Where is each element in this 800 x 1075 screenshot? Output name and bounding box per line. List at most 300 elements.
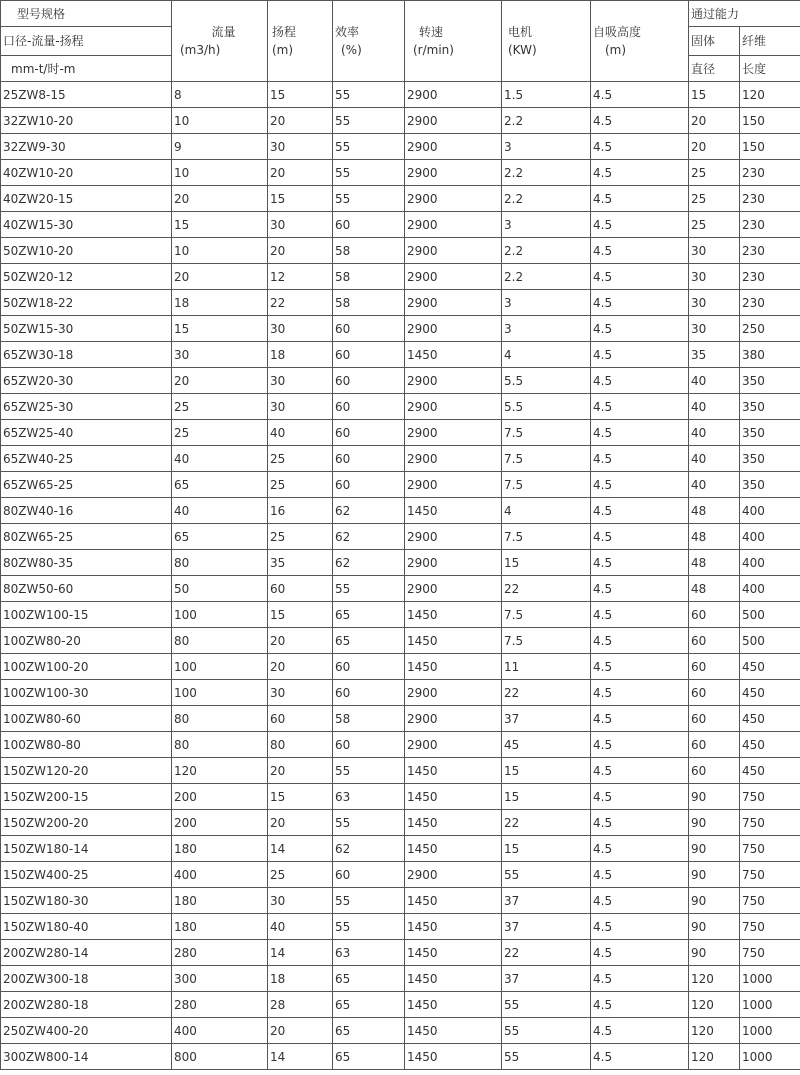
- cell-suction-height: 4.5: [591, 264, 689, 290]
- header-suction-name: 自吸高度: [593, 25, 642, 39]
- cell-speed: 1450: [405, 628, 502, 654]
- cell-solid-diameter: 40: [689, 368, 740, 394]
- cell-model: 100ZW80-60: [1, 706, 172, 732]
- cell-motor-power: 55: [502, 862, 591, 888]
- table-header: [1, 1, 800, 82]
- table-row: [1, 82, 800, 108]
- cell-model: 250ZW400-20: [1, 1018, 172, 1044]
- header-suction: [591, 1, 689, 82]
- cell-efficiency: 65: [333, 992, 405, 1018]
- cell-model: 100ZW80-80: [1, 732, 172, 758]
- cell-flow: 15: [172, 316, 268, 342]
- header-suction-unit: (m): [605, 43, 627, 57]
- cell-suction-height: 4.5: [591, 810, 689, 836]
- cell-suction-height: 4.5: [591, 524, 689, 550]
- cell-model: 80ZW40-16: [1, 498, 172, 524]
- cell-fiber-length: 350: [740, 446, 800, 472]
- cell-model: 100ZW80-20: [1, 628, 172, 654]
- cell-solid-diameter: 90: [689, 914, 740, 940]
- cell-solid-diameter: 90: [689, 862, 740, 888]
- cell-model: 200ZW300-18: [1, 966, 172, 992]
- cell-motor-power: 22: [502, 940, 591, 966]
- cell-fiber-length: 450: [740, 654, 800, 680]
- cell-motor-power: 2.2: [502, 108, 591, 134]
- cell-solid-diameter: 25: [689, 212, 740, 238]
- table-row: [1, 888, 800, 914]
- cell-suction-height: 4.5: [591, 732, 689, 758]
- cell-suction-height: 4.5: [591, 498, 689, 524]
- header-motor-unit: (KW): [508, 43, 537, 57]
- cell-motor-power: 7.5: [502, 602, 591, 628]
- cell-solid-diameter: 60: [689, 602, 740, 628]
- table-row: [1, 134, 800, 160]
- cell-flow: 300: [172, 966, 268, 992]
- cell-efficiency: 60: [333, 316, 405, 342]
- cell-speed: 2900: [405, 680, 502, 706]
- table-row: [1, 420, 800, 446]
- cell-model: 150ZW400-25: [1, 862, 172, 888]
- cell-suction-height: 4.5: [591, 238, 689, 264]
- cell-fiber-length: 750: [740, 940, 800, 966]
- cell-solid-diameter: 35: [689, 342, 740, 368]
- cell-head: 25: [268, 472, 333, 498]
- cell-flow: 40: [172, 446, 268, 472]
- cell-suction-height: 4.5: [591, 784, 689, 810]
- header-fiber-line2: 长度: [740, 56, 800, 82]
- cell-speed: 1450: [405, 784, 502, 810]
- cell-fiber-length: 400: [740, 524, 800, 550]
- cell-speed: 1450: [405, 342, 502, 368]
- cell-flow: 80: [172, 550, 268, 576]
- cell-speed: 1450: [405, 654, 502, 680]
- cell-efficiency: 65: [333, 1044, 405, 1070]
- cell-head: 20: [268, 160, 333, 186]
- cell-model: 65ZW25-40: [1, 420, 172, 446]
- cell-solid-diameter: 60: [689, 654, 740, 680]
- cell-solid-diameter: 25: [689, 160, 740, 186]
- cell-head: 25: [268, 862, 333, 888]
- cell-motor-power: 5.5: [502, 368, 591, 394]
- cell-speed: 2900: [405, 420, 502, 446]
- cell-flow: 20: [172, 368, 268, 394]
- cell-efficiency: 55: [333, 186, 405, 212]
- cell-suction-height: 4.5: [591, 108, 689, 134]
- cell-motor-power: 22: [502, 680, 591, 706]
- cell-motor-power: 7.5: [502, 420, 591, 446]
- cell-solid-diameter: 90: [689, 784, 740, 810]
- header-solid-line1: 固体: [689, 27, 740, 56]
- cell-fiber-length: 250: [740, 316, 800, 342]
- cell-speed: 2900: [405, 290, 502, 316]
- cell-speed: 2900: [405, 472, 502, 498]
- cell-fiber-length: 230: [740, 160, 800, 186]
- cell-head: 20: [268, 628, 333, 654]
- cell-motor-power: 37: [502, 888, 591, 914]
- cell-model: 65ZW20-30: [1, 368, 172, 394]
- cell-motor-power: 55: [502, 992, 591, 1018]
- cell-efficiency: 55: [333, 914, 405, 940]
- cell-solid-diameter: 90: [689, 888, 740, 914]
- cell-flow: 20: [172, 186, 268, 212]
- table-row: [1, 914, 800, 940]
- cell-efficiency: 55: [333, 134, 405, 160]
- cell-motor-power: 45: [502, 732, 591, 758]
- cell-head: 25: [268, 524, 333, 550]
- cell-efficiency: 60: [333, 420, 405, 446]
- cell-fiber-length: 400: [740, 576, 800, 602]
- cell-solid-diameter: 120: [689, 992, 740, 1018]
- cell-flow: 280: [172, 992, 268, 1018]
- cell-fiber-length: 400: [740, 550, 800, 576]
- cell-flow: 180: [172, 888, 268, 914]
- cell-speed: 1450: [405, 836, 502, 862]
- cell-solid-diameter: 30: [689, 290, 740, 316]
- cell-fiber-length: 350: [740, 420, 800, 446]
- cell-head: 30: [268, 212, 333, 238]
- cell-suction-height: 4.5: [591, 628, 689, 654]
- cell-fiber-length: 750: [740, 888, 800, 914]
- header-model-line1: 型号规格: [1, 1, 172, 27]
- cell-solid-diameter: 30: [689, 238, 740, 264]
- cell-solid-diameter: 40: [689, 420, 740, 446]
- cell-suction-height: 4.5: [591, 654, 689, 680]
- cell-head: 28: [268, 992, 333, 1018]
- cell-solid-diameter: 15: [689, 82, 740, 108]
- table-row: [1, 836, 800, 862]
- cell-solid-diameter: 20: [689, 134, 740, 160]
- cell-solid-diameter: 40: [689, 446, 740, 472]
- cell-head: 18: [268, 342, 333, 368]
- cell-flow: 400: [172, 1018, 268, 1044]
- cell-head: 30: [268, 316, 333, 342]
- cell-motor-power: 55: [502, 1018, 591, 1044]
- cell-speed: 2900: [405, 238, 502, 264]
- cell-flow: 280: [172, 940, 268, 966]
- cell-flow: 25: [172, 420, 268, 446]
- header-pass-capacity: 通过能力: [689, 1, 800, 27]
- cell-head: 15: [268, 82, 333, 108]
- cell-fiber-length: 150: [740, 134, 800, 160]
- cell-motor-power: 4: [502, 342, 591, 368]
- cell-efficiency: 58: [333, 238, 405, 264]
- cell-fiber-length: 750: [740, 810, 800, 836]
- cell-efficiency: 60: [333, 680, 405, 706]
- cell-head: 40: [268, 914, 333, 940]
- cell-speed: 1450: [405, 498, 502, 524]
- header-flow: [172, 1, 268, 82]
- table-row: [1, 940, 800, 966]
- cell-motor-power: 15: [502, 550, 591, 576]
- cell-solid-diameter: 48: [689, 498, 740, 524]
- cell-flow: 65: [172, 524, 268, 550]
- cell-head: 60: [268, 576, 333, 602]
- cell-head: 22: [268, 290, 333, 316]
- cell-solid-diameter: 20: [689, 108, 740, 134]
- cell-model: 150ZW200-20: [1, 810, 172, 836]
- cell-efficiency: 55: [333, 576, 405, 602]
- cell-solid-diameter: 120: [689, 966, 740, 992]
- cell-fiber-length: 350: [740, 394, 800, 420]
- cell-flow: 100: [172, 654, 268, 680]
- cell-solid-diameter: 30: [689, 264, 740, 290]
- cell-motor-power: 37: [502, 966, 591, 992]
- cell-fiber-length: 1000: [740, 992, 800, 1018]
- cell-solid-diameter: 120: [689, 1018, 740, 1044]
- cell-model: 40ZW10-20: [1, 160, 172, 186]
- table-row: [1, 576, 800, 602]
- table-row: [1, 602, 800, 628]
- table-row: [1, 108, 800, 134]
- cell-head: 20: [268, 654, 333, 680]
- cell-flow: 20: [172, 264, 268, 290]
- cell-efficiency: 62: [333, 498, 405, 524]
- cell-model: 50ZW20-12: [1, 264, 172, 290]
- table-row: [1, 498, 800, 524]
- cell-model: 100ZW100-30: [1, 680, 172, 706]
- cell-motor-power: 1.5: [502, 82, 591, 108]
- cell-fiber-length: 230: [740, 186, 800, 212]
- cell-speed: 1450: [405, 888, 502, 914]
- table-row: [1, 368, 800, 394]
- cell-fiber-length: 1000: [740, 966, 800, 992]
- cell-efficiency: 63: [333, 784, 405, 810]
- cell-head: 15: [268, 784, 333, 810]
- cell-suction-height: 4.5: [591, 758, 689, 784]
- cell-model: 40ZW15-30: [1, 212, 172, 238]
- cell-model: 80ZW80-35: [1, 550, 172, 576]
- cell-model: 40ZW20-15: [1, 186, 172, 212]
- cell-flow: 30: [172, 342, 268, 368]
- table-row: [1, 654, 800, 680]
- cell-model: 80ZW50-60: [1, 576, 172, 602]
- cell-efficiency: 60: [333, 212, 405, 238]
- cell-efficiency: 65: [333, 602, 405, 628]
- header-fiber-line1: 纤维: [740, 27, 800, 56]
- cell-head: 80: [268, 732, 333, 758]
- cell-efficiency: 55: [333, 82, 405, 108]
- cell-flow: 80: [172, 732, 268, 758]
- cell-motor-power: 4: [502, 498, 591, 524]
- cell-fiber-length: 750: [740, 914, 800, 940]
- header-head: [268, 1, 333, 82]
- cell-motor-power: 2.2: [502, 264, 591, 290]
- cell-fiber-length: 450: [740, 732, 800, 758]
- cell-solid-diameter: 60: [689, 628, 740, 654]
- cell-head: 35: [268, 550, 333, 576]
- cell-suction-height: 4.5: [591, 420, 689, 446]
- cell-suction-height: 4.5: [591, 1044, 689, 1070]
- cell-speed: 2900: [405, 160, 502, 186]
- table-row: [1, 966, 800, 992]
- cell-motor-power: 55: [502, 1044, 591, 1070]
- cell-speed: 2900: [405, 264, 502, 290]
- table-row: [1, 290, 800, 316]
- table-row: [1, 186, 800, 212]
- cell-speed: 1450: [405, 966, 502, 992]
- cell-flow: 18: [172, 290, 268, 316]
- cell-head: 60: [268, 706, 333, 732]
- cell-solid-diameter: 60: [689, 732, 740, 758]
- cell-model: 32ZW9-30: [1, 134, 172, 160]
- cell-suction-height: 4.5: [591, 836, 689, 862]
- header-efficiency: [333, 1, 405, 82]
- cell-model: 65ZW25-30: [1, 394, 172, 420]
- cell-head: 20: [268, 108, 333, 134]
- cell-fiber-length: 230: [740, 212, 800, 238]
- cell-solid-diameter: 90: [689, 836, 740, 862]
- table-row: [1, 342, 800, 368]
- cell-fiber-length: 230: [740, 290, 800, 316]
- cell-suction-height: 4.5: [591, 550, 689, 576]
- cell-suction-height: 4.5: [591, 212, 689, 238]
- cell-speed: 1450: [405, 758, 502, 784]
- cell-model: 150ZW180-30: [1, 888, 172, 914]
- cell-model: 150ZW180-14: [1, 836, 172, 862]
- cell-speed: 2900: [405, 732, 502, 758]
- cell-efficiency: 55: [333, 160, 405, 186]
- table-row: [1, 1044, 800, 1070]
- cell-speed: 2900: [405, 862, 502, 888]
- table-row: [1, 680, 800, 706]
- cell-motor-power: 3: [502, 212, 591, 238]
- cell-speed: 1450: [405, 940, 502, 966]
- cell-solid-diameter: 60: [689, 706, 740, 732]
- cell-head: 20: [268, 238, 333, 264]
- table-row: [1, 160, 800, 186]
- cell-flow: 10: [172, 108, 268, 134]
- cell-efficiency: 60: [333, 732, 405, 758]
- cell-suction-height: 4.5: [591, 862, 689, 888]
- table-row: [1, 524, 800, 550]
- cell-fiber-length: 750: [740, 784, 800, 810]
- cell-efficiency: 58: [333, 706, 405, 732]
- header-head-unit: (m): [272, 43, 294, 57]
- header-model-line3: mm-t/时-m: [1, 56, 172, 82]
- header-eff-name: 效率: [335, 25, 360, 39]
- cell-head: 30: [268, 680, 333, 706]
- cell-fiber-length: 230: [740, 264, 800, 290]
- cell-fiber-length: 450: [740, 680, 800, 706]
- cell-suction-height: 4.5: [591, 394, 689, 420]
- cell-flow: 80: [172, 706, 268, 732]
- cell-efficiency: 62: [333, 550, 405, 576]
- header-flow-unit: (m3/h): [180, 43, 221, 57]
- cell-model: 50ZW15-30: [1, 316, 172, 342]
- cell-speed: 2900: [405, 316, 502, 342]
- table-row: [1, 992, 800, 1018]
- cell-fiber-length: 1000: [740, 1044, 800, 1070]
- table-row: [1, 784, 800, 810]
- cell-speed: 2900: [405, 212, 502, 238]
- cell-fiber-length: 120: [740, 82, 800, 108]
- cell-flow: 100: [172, 680, 268, 706]
- table-row: [1, 862, 800, 888]
- header-speed-unit: (r/min): [413, 43, 454, 57]
- cell-head: 18: [268, 966, 333, 992]
- cell-fiber-length: 400: [740, 498, 800, 524]
- cell-efficiency: 60: [333, 342, 405, 368]
- cell-speed: 1450: [405, 810, 502, 836]
- cell-flow: 40: [172, 498, 268, 524]
- cell-efficiency: 55: [333, 810, 405, 836]
- cell-flow: 180: [172, 836, 268, 862]
- cell-motor-power: 22: [502, 576, 591, 602]
- cell-speed: 1450: [405, 914, 502, 940]
- cell-suction-height: 4.5: [591, 914, 689, 940]
- header-flow-name: 流量: [211, 25, 236, 39]
- cell-fiber-length: 750: [740, 862, 800, 888]
- header-speed-name: 转速: [419, 25, 444, 39]
- cell-flow: 200: [172, 810, 268, 836]
- cell-motor-power: 2.2: [502, 160, 591, 186]
- cell-suction-height: 4.5: [591, 368, 689, 394]
- cell-suction-height: 4.5: [591, 316, 689, 342]
- cell-suction-height: 4.5: [591, 888, 689, 914]
- table-row: [1, 394, 800, 420]
- cell-head: 30: [268, 394, 333, 420]
- cell-model: 50ZW18-22: [1, 290, 172, 316]
- cell-efficiency: 60: [333, 446, 405, 472]
- table-row: [1, 732, 800, 758]
- cell-motor-power: 2.2: [502, 186, 591, 212]
- cell-motor-power: 15: [502, 836, 591, 862]
- cell-model: 80ZW65-25: [1, 524, 172, 550]
- cell-suction-height: 4.5: [591, 966, 689, 992]
- cell-suction-height: 4.5: [591, 992, 689, 1018]
- cell-solid-diameter: 48: [689, 524, 740, 550]
- cell-speed: 2900: [405, 394, 502, 420]
- cell-solid-diameter: 60: [689, 758, 740, 784]
- cell-speed: 2900: [405, 82, 502, 108]
- header-solid-line2: 直径: [689, 56, 740, 82]
- cell-head: 30: [268, 368, 333, 394]
- cell-solid-diameter: 40: [689, 394, 740, 420]
- cell-motor-power: 37: [502, 706, 591, 732]
- cell-head: 14: [268, 940, 333, 966]
- cell-head: 20: [268, 810, 333, 836]
- cell-fiber-length: 230: [740, 238, 800, 264]
- cell-model: 25ZW8-15: [1, 82, 172, 108]
- cell-efficiency: 58: [333, 290, 405, 316]
- cell-efficiency: 60: [333, 654, 405, 680]
- cell-speed: 1450: [405, 602, 502, 628]
- cell-solid-diameter: 40: [689, 472, 740, 498]
- cell-speed: 2900: [405, 368, 502, 394]
- cell-solid-diameter: 120: [689, 1044, 740, 1070]
- cell-suction-height: 4.5: [591, 472, 689, 498]
- cell-efficiency: 65: [333, 966, 405, 992]
- cell-solid-diameter: 90: [689, 940, 740, 966]
- cell-speed: 2900: [405, 524, 502, 550]
- header-eff-unit: (%): [341, 43, 362, 57]
- cell-solid-diameter: 30: [689, 316, 740, 342]
- cell-flow: 8: [172, 82, 268, 108]
- table-row: [1, 212, 800, 238]
- cell-flow: 100: [172, 602, 268, 628]
- cell-fiber-length: 1000: [740, 1018, 800, 1044]
- cell-efficiency: 55: [333, 758, 405, 784]
- cell-efficiency: 62: [333, 836, 405, 862]
- table-row: [1, 316, 800, 342]
- cell-efficiency: 65: [333, 1018, 405, 1044]
- cell-speed: 1450: [405, 1044, 502, 1070]
- cell-flow: 25: [172, 394, 268, 420]
- cell-efficiency: 55: [333, 108, 405, 134]
- cell-efficiency: 62: [333, 524, 405, 550]
- cell-motor-power: 7.5: [502, 628, 591, 654]
- cell-motor-power: 7.5: [502, 472, 591, 498]
- cell-model: 200ZW280-14: [1, 940, 172, 966]
